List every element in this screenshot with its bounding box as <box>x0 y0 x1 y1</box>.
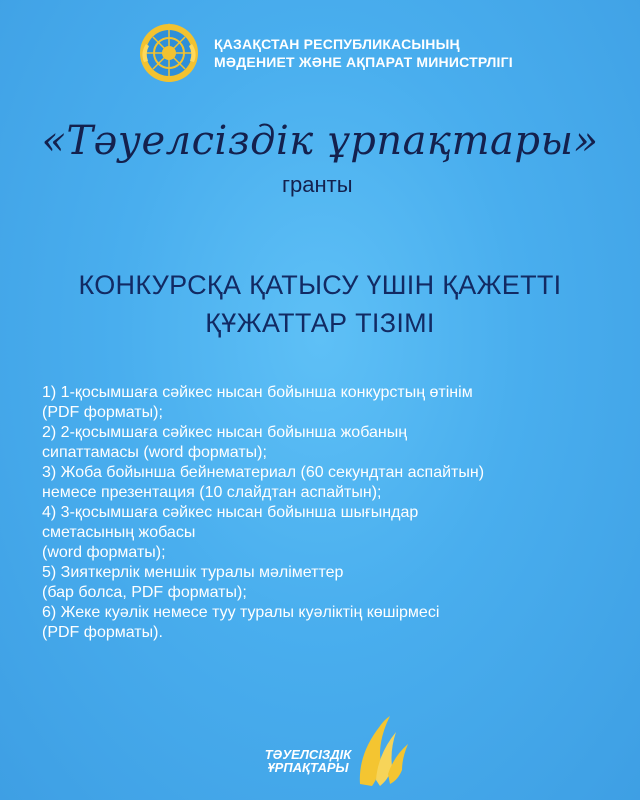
heading-line-1: КОНКУРСҚА ҚАТЫСУ ҮШІН ҚАЖЕТТІ <box>78 270 562 300</box>
grant-subtitle: гранты <box>282 172 353 197</box>
list-item: (PDF форматы). <box>42 624 163 641</box>
list-item: (бар болса, PDF форматы); <box>42 584 247 601</box>
ministry-name <box>214 35 513 71</box>
documents-list <box>42 383 612 643</box>
list-item: 5) Зияткерлік меншік туралы мәліметтер <box>42 564 344 581</box>
state-emblem-icon <box>138 22 200 84</box>
heading-line-2: ҚҰЖАТТАР ТІЗІМІ <box>205 308 435 338</box>
list-item: 3) Жоба бойынша бейнематериал (60 секундтан аспайтын) <box>42 464 485 481</box>
list-item: 1) 1-қосымшаға сәйкес нысан бойынша конкурстың өтінім <box>42 384 473 401</box>
ministry-line-1: ҚАЗАҚСТАН РЕСПУБЛИКАСЫНЫҢ <box>214 36 460 52</box>
footer-logo <box>238 714 428 788</box>
list-item: немесе презентация (10 слайдтан аспайтын); <box>42 484 382 501</box>
ministry-header <box>138 16 518 90</box>
list-item: 2) 2-қосымшаға сәйкес нысан бойынша жобаның <box>42 424 408 441</box>
footer-logo-line-2: ҰРПАҚТАРЫ <box>267 760 349 775</box>
list-item: 6) Жеке куәлік немесе туу туралы куәліктің көшірмесі <box>42 604 440 621</box>
list-item: 4) 3-қосымшаға сәйкес нысан бойынша шығындар <box>42 504 419 521</box>
grant-title: «Тәуелсіздік ұрпақтары» <box>41 118 599 164</box>
ministry-line-2: МӘДЕНИЕТ ЖӘНЕ АҚПАРАТ МИНИСТРЛІГІ <box>214 54 513 70</box>
list-item: (PDF форматы); <box>42 404 163 421</box>
list-item: (word форматы); <box>42 544 166 561</box>
golden-wing-icon <box>350 714 420 788</box>
list-item: сипаттамасы (word форматы); <box>42 444 267 461</box>
documents-heading <box>0 266 640 342</box>
list-item: сметасының жобасы <box>42 524 196 541</box>
footer-logo-line-1: ТӘУЕЛСІЗДІК <box>264 747 352 762</box>
